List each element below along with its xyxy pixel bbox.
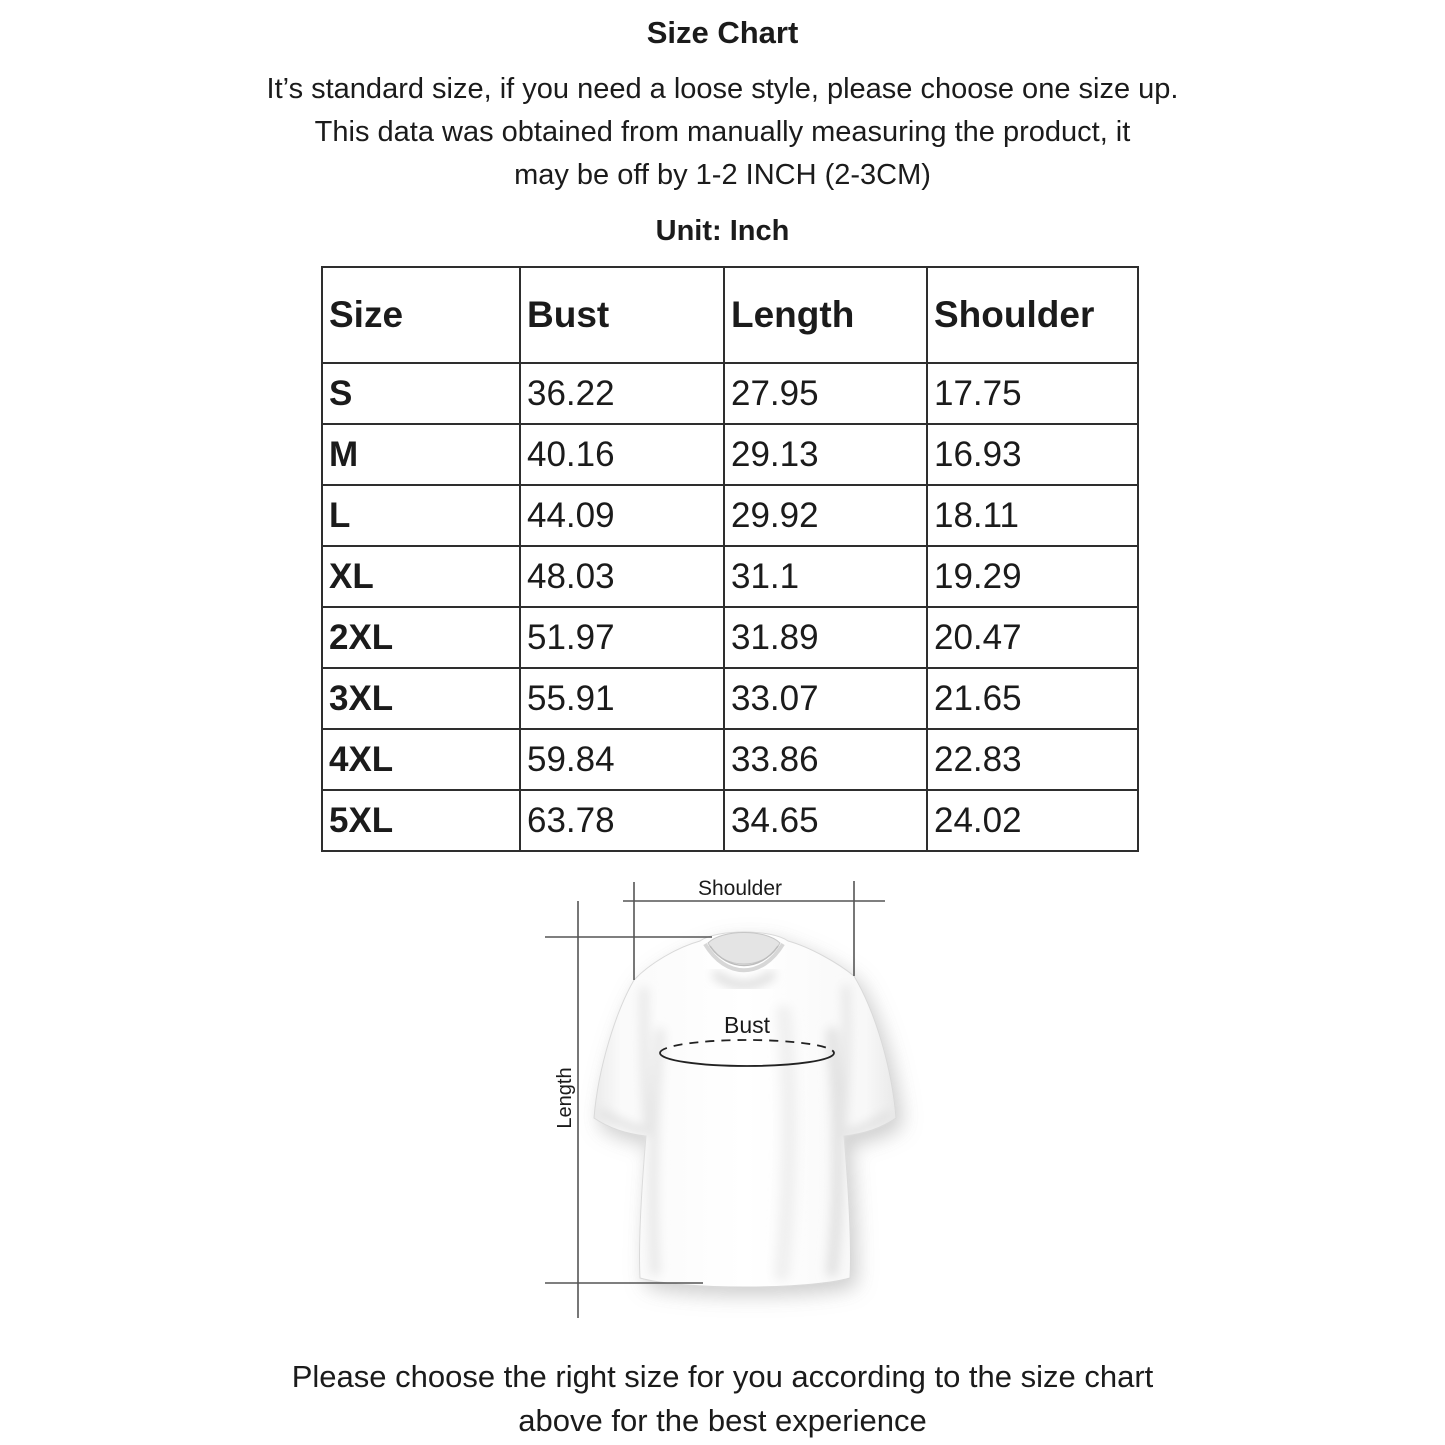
- table-row: [322, 607, 1138, 668]
- size-cell: XL: [322, 546, 520, 607]
- footer-line: above for the best experience: [518, 1403, 927, 1438]
- shoulder-cell: 20.47: [927, 607, 1138, 668]
- shoulder-cell: 17.75: [927, 363, 1138, 424]
- size-table: [321, 266, 1139, 852]
- unit-label: Unit: Inch: [655, 215, 790, 247]
- intro-line: This data was obtained from manually measuring the product, it: [314, 116, 1131, 148]
- intro-line: may be off by 1-2 INCH (2-3CM): [514, 159, 931, 191]
- column-header-length: Length: [724, 267, 927, 363]
- length-cell: 27.95: [724, 363, 927, 424]
- column-header-size: Size: [322, 267, 520, 363]
- bust-cell: 40.16: [520, 424, 724, 485]
- length-label: Length: [554, 1067, 576, 1129]
- intro-text: [0, 68, 1445, 197]
- table-header-row: [322, 267, 1138, 363]
- table-row: [322, 729, 1138, 790]
- shoulder-cell: 21.65: [927, 668, 1138, 729]
- table-row: [322, 790, 1138, 851]
- shoulder-cell: 16.93: [927, 424, 1138, 485]
- size-cell: 3XL: [322, 668, 520, 729]
- size-cell: 2XL: [322, 607, 520, 668]
- size-cell: L: [322, 485, 520, 546]
- bust-cell: 55.91: [520, 668, 724, 729]
- size-cell: 4XL: [322, 729, 520, 790]
- page-title: Size Chart: [646, 15, 799, 50]
- tshirt-measurement-diagram: [532, 873, 962, 1343]
- column-header-bust: Bust: [520, 267, 724, 363]
- shoulder-cell: 22.83: [927, 729, 1138, 790]
- intro-line: It’s standard size, if you need a loose style, please choose one size up.: [266, 73, 1179, 105]
- length-cell: 34.65: [724, 790, 927, 851]
- bust-label: Bust: [723, 1012, 771, 1038]
- length-cell: 31.1: [724, 546, 927, 607]
- tshirt-diagram-svg: [532, 873, 962, 1343]
- table-row: [322, 424, 1138, 485]
- bust-cell: 48.03: [520, 546, 724, 607]
- shoulder-cell: 19.29: [927, 546, 1138, 607]
- table-row: [322, 668, 1138, 729]
- bust-cell: 44.09: [520, 485, 724, 546]
- shoulder-cell: 24.02: [927, 790, 1138, 851]
- tshirt-graphic: [594, 932, 896, 1287]
- length-cell: 31.89: [724, 607, 927, 668]
- column-header-shoulder: Shoulder: [927, 267, 1138, 363]
- shoulder-label: Shoulder: [697, 877, 783, 900]
- length-cell: 29.13: [724, 424, 927, 485]
- footer-note: [0, 1355, 1445, 1443]
- length-cell: 33.07: [724, 668, 927, 729]
- footer-line: Please choose the right size for you according to the size chart: [291, 1359, 1154, 1394]
- bust-cell: 63.78: [520, 790, 724, 851]
- table-row: [322, 363, 1138, 424]
- shoulder-cell: 18.11: [927, 485, 1138, 546]
- bust-cell: 59.84: [520, 729, 724, 790]
- size-cell: S: [322, 363, 520, 424]
- size-cell: 5XL: [322, 790, 520, 851]
- length-cell: 29.92: [724, 485, 927, 546]
- length-cell: 33.86: [724, 729, 927, 790]
- table-row: [322, 485, 1138, 546]
- table-row: [322, 546, 1138, 607]
- size-cell: M: [322, 424, 520, 485]
- bust-cell: 51.97: [520, 607, 724, 668]
- bust-cell: 36.22: [520, 363, 724, 424]
